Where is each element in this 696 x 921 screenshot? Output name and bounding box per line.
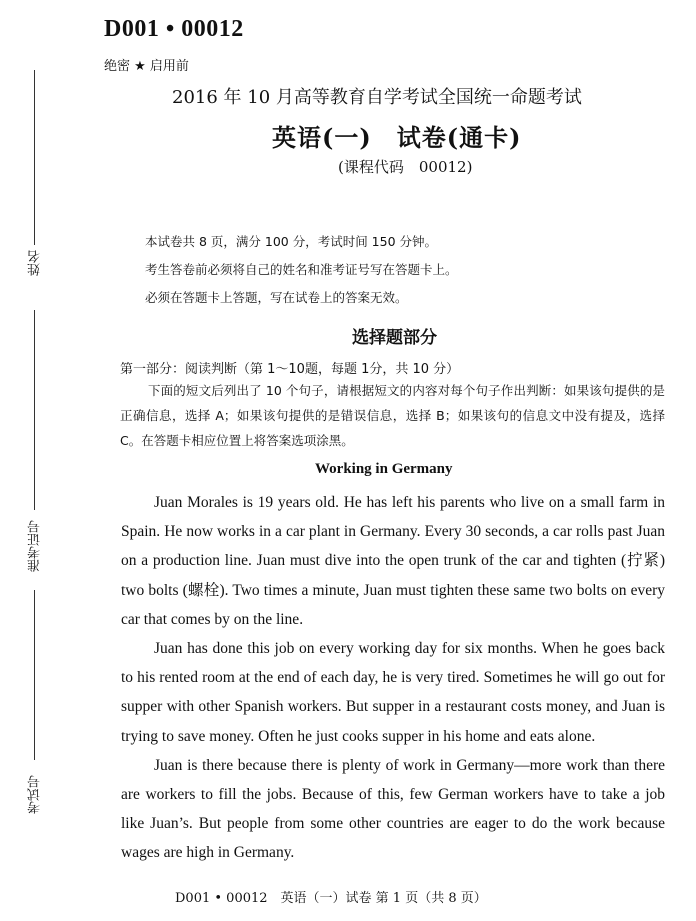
notice-line: 必须在答题卡上答题，写在试卷上的答案无效。	[145, 290, 408, 305]
section-heading: 选择题部分	[352, 328, 437, 348]
instructions: 下面的短文后列出了 10 个句子，请根据短文的内容对每个句子作出判断：如果该句提供的是正确信息，选择 A；如果该句提供的是错误信息，选择 B；如果该句的信息文中没有提及，选择 C。在答题卡相应位置上将答案选项涂黑。	[120, 383, 665, 448]
subject-title: 英语(一) 试卷(通卡)	[272, 123, 522, 152]
passage-paragraph: Juan has done this job on every working day for six months. When he goes back to his rented room at the end of each day, he is very tired. Sometimes he will go out for supper with other Spanish workers. But supper in a restaurant costs money, and Juan is trying to save money. Often he just cooks supper in his home and eats alone.	[121, 640, 665, 745]
part-heading: 第一部分：阅读判断（第 1～10题，每题 1分，共 10 分）	[120, 362, 460, 377]
exam-number-label: 考试号	[28, 775, 43, 814]
confidential-mark: 绝密 ★ 启用前	[104, 59, 189, 74]
admission-number-line	[34, 310, 35, 510]
name-label: 姓名	[28, 250, 43, 276]
paper-code: D001 • 00012	[104, 16, 244, 42]
admission-number-label: 准考证号	[28, 520, 43, 572]
notice-line: 本试卷共 8 页，满分 100 分，考试时间 150 分钟。	[145, 234, 438, 249]
name-line	[34, 70, 35, 245]
page-footer: D001 • 00012 英语（一）试卷 第 1 页（共 8 页）	[175, 891, 487, 906]
course-code: (课程代码 00012)	[338, 158, 473, 176]
passage-paragraph: Juan Morales is 19 years old. He has left his parents who live on a small farm in Spain. He now works in a car plant in Germany. Every 30 seconds, a car rolls past Juan on a production line. Juan must dive into the open trunk of the car and tighten (拧紧) two bolts (螺栓). Two times a minute, Juan must tighten these same two bolts on every car that comes by on the line.	[121, 494, 665, 628]
exam-title: 2016 年 10 月高等教育自学考试全国统一命题考试	[172, 87, 582, 108]
exam-number-line	[34, 590, 35, 760]
passage-body	[121, 488, 665, 868]
passage-paragraph: Juan is there because there is plenty of work in Germany—more work than there are workers to fill the jobs. Because of this, few German workers have to take a job like Juan’s. But people from some other countries are eager to do the work because wages are high in Germany.	[121, 756, 665, 862]
passage-title: Working in Germany	[315, 461, 453, 477]
notice-line: 考生答卷前必须将自己的姓名和准考证号写在答题卡上。	[145, 262, 458, 277]
